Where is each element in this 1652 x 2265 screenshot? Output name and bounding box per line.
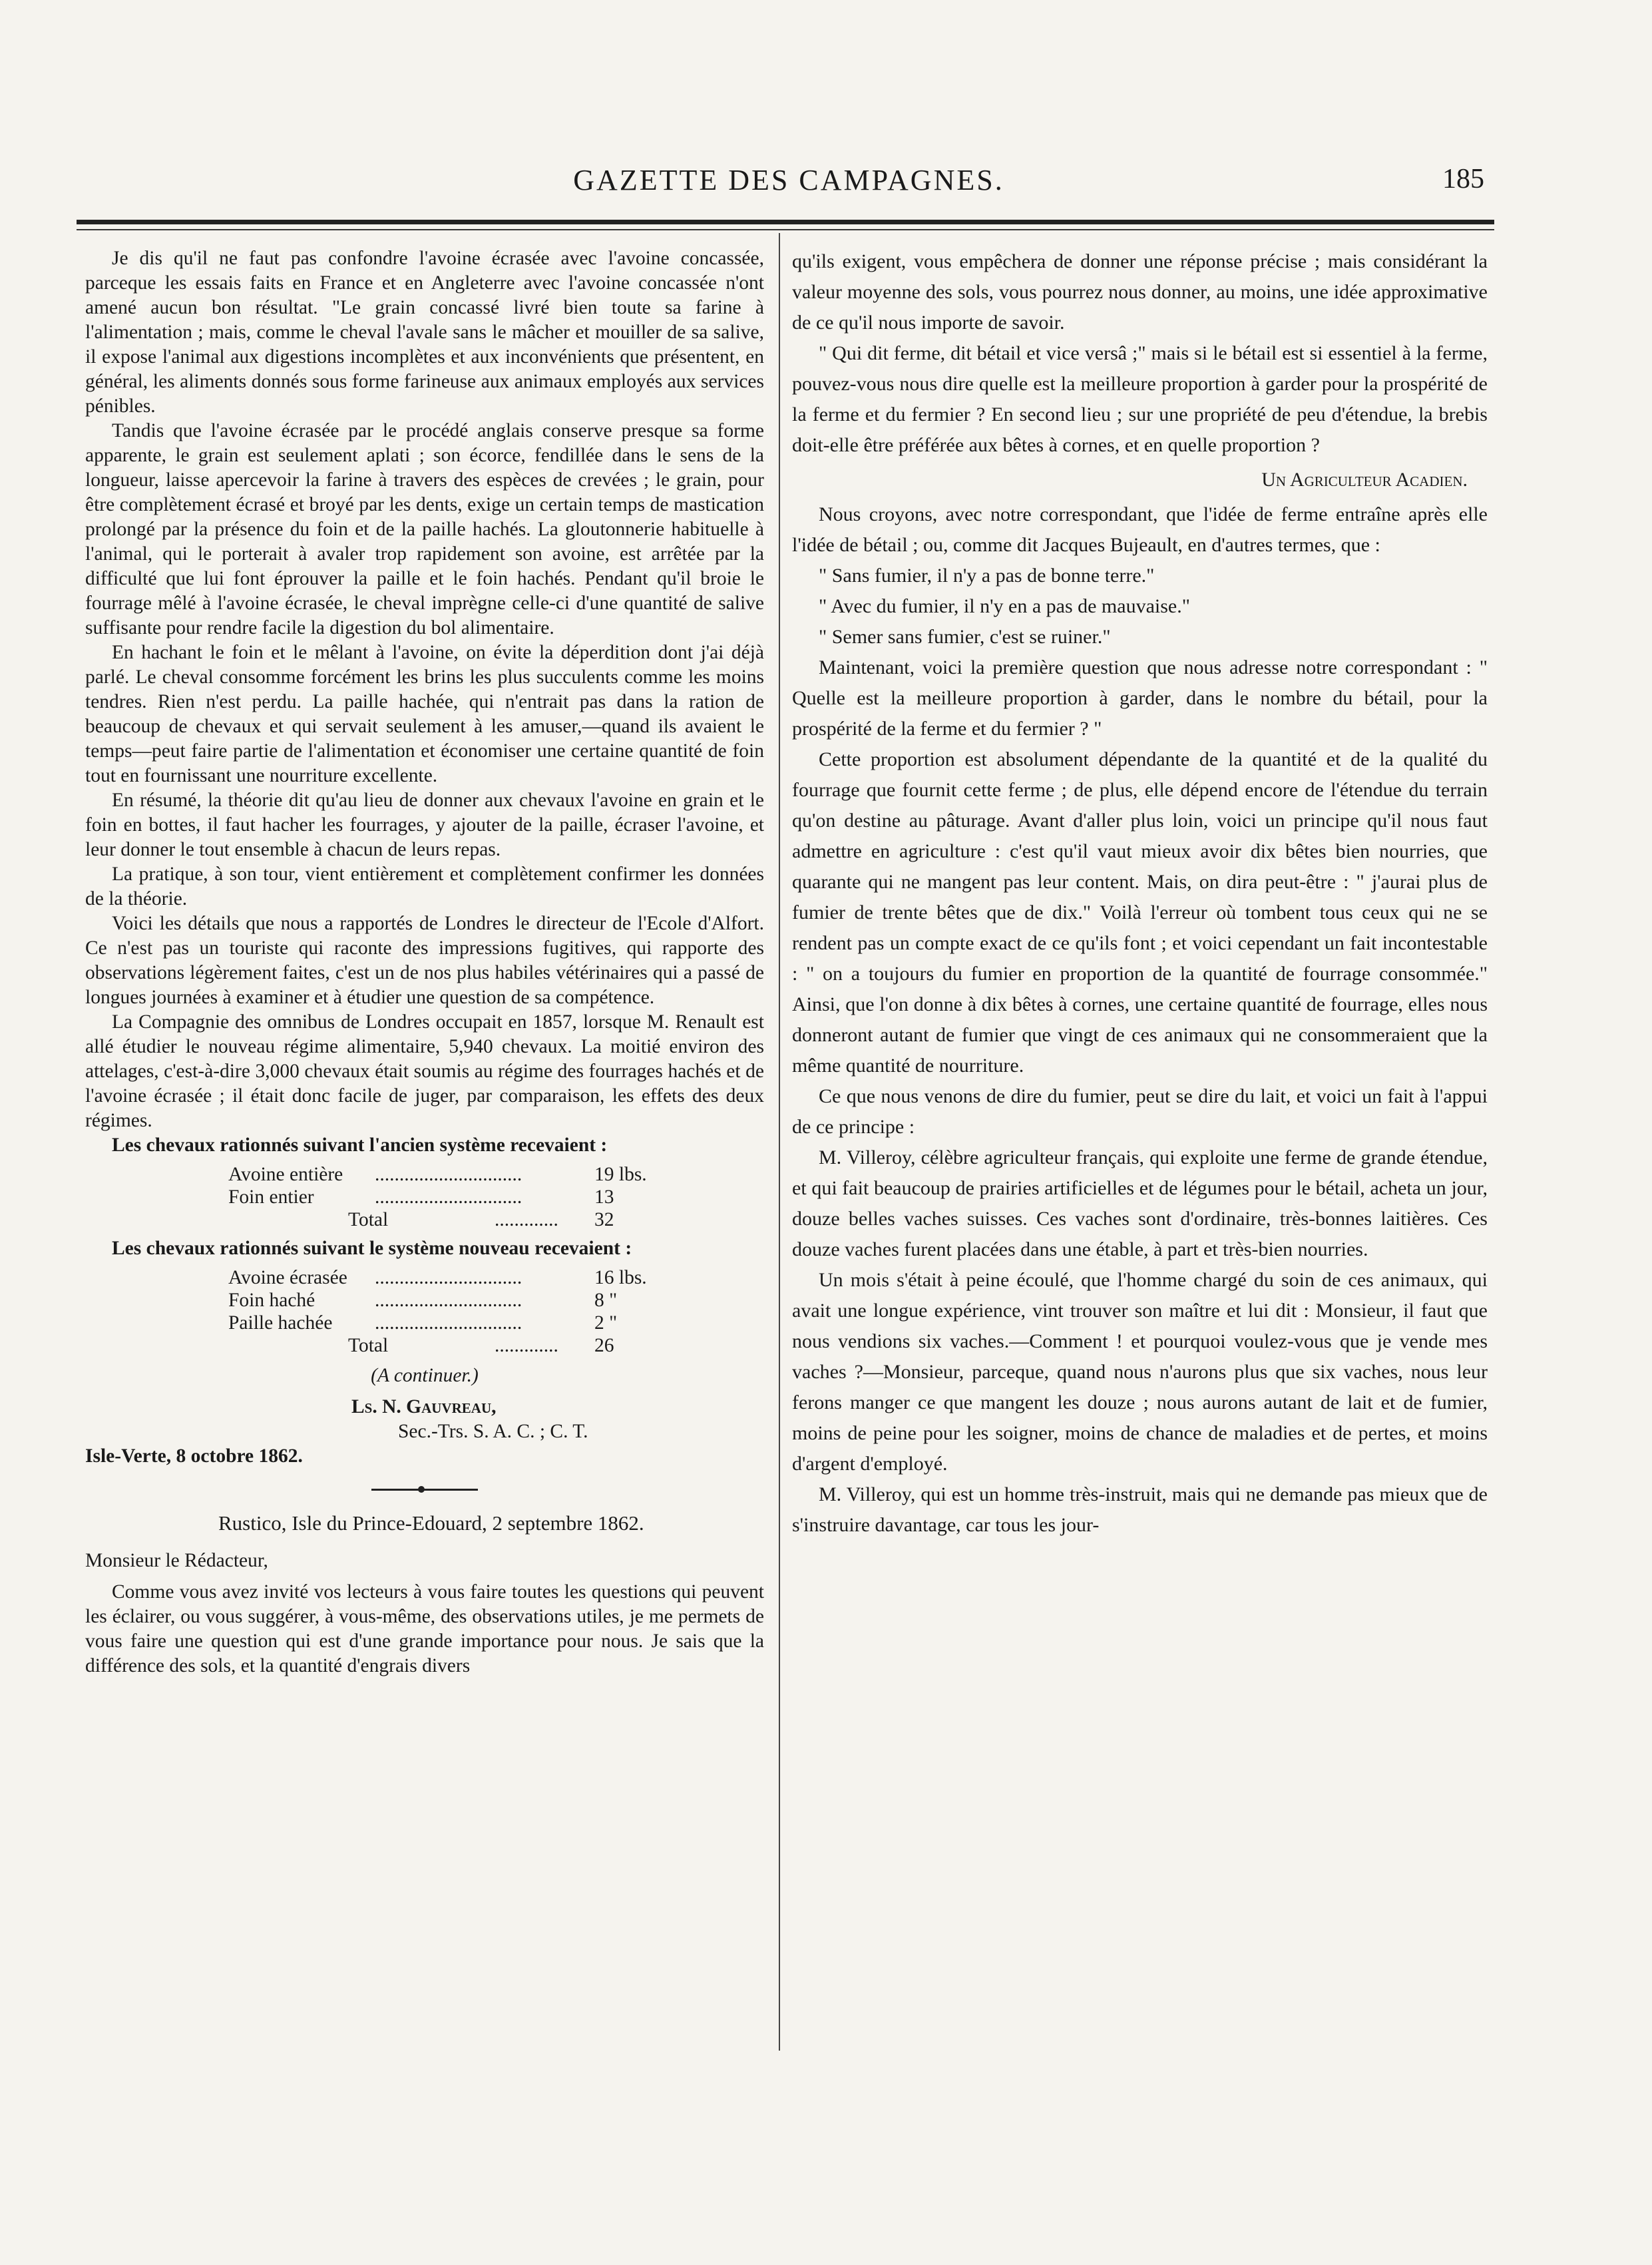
paragraph: La Compagnie des omnibus de Londres occupait en 1857, lorsque M. Renault est allé étudier le nouveau régime alimentaire, 5,940 chevaux. La moitié environ des attelages, c'est-à-dire 3,000 chevaux était soumis au régime des fourrages hachés et de l'avoine écrasée ; il était donc facile de juger, par comparaison, les effets des deux régimes. — [85, 1011, 764, 1131]
paragraph: Comme vous avez invité vos lecteurs à vous faire toutes les questions qui peuvent les éclairer, ou vous suggérer, à vous-même, des observations utiles, je me permets de vous faire une question qui est d'une grande importance pour nous. Je sais que la différence des sols, et la quantité d'engrais divers — [85, 1581, 764, 1676]
ration-table-heading-new: Les chevaux rationnés suivant le système nouveau recevaient : — [112, 1238, 632, 1259]
letter-dateline: Rustico, Isle du Prince-Edouard, 2 septembre 1862. — [218, 1511, 644, 1535]
table-row — [228, 1163, 688, 1186]
total-value: 32 — [594, 1209, 614, 1230]
ration-item-value: 8 " — [594, 1290, 618, 1311]
paragraph: M. Villeroy, qui est un homme très-instruit, mais qui ne demande pas mieux que de s'instruire davantage, car tous les jour- — [792, 1483, 1488, 1536]
paragraph: La pratique, à son tour, vient entièrement et complètement confirmer les données de la théorie. — [85, 864, 764, 909]
header-rule-thick — [77, 220, 1494, 224]
paragraph: M. Villeroy, célèbre agriculteur français, qui exploite une ferme de grande étendue, et qui fait beaucoup de prairies artificielles et de légumes pour le bétail, acheta un jour, douze belles vaches suisses. Ces vaches sont d'ordinaire, très-bonnes laitières. Ces douze vaches furent placées dans une étable, à part et très-bien nourries. — [792, 1146, 1488, 1260]
newspaper-title: GAZETTE DES CAMPAGNES. — [573, 164, 1004, 196]
ration-table-heading-old: Les chevaux rationnés suivant l'ancien système recevaient : — [112, 1134, 608, 1156]
total-label: Total — [348, 1335, 389, 1356]
to-be-continued: (A continuer.) — [371, 1365, 479, 1386]
paragraph: qu'ils exigent, vous empêchera de donner une réponse précise ; mais considérant la valeur moyenne des sols, vous pourrez nous donner, au moins, une idée approximative de ce qu'il nous importe de savoir. — [792, 250, 1488, 334]
leader-dots: ............. — [495, 1335, 558, 1356]
ration-item-name: Foin haché — [228, 1290, 315, 1311]
author-name: Ls. N. Gauvreau, — [351, 1396, 497, 1417]
table-row — [228, 1289, 688, 1312]
quotation: " Avec du fumier, il n'y en a pas de mauvaise." — [819, 595, 1190, 617]
page-number: 185 — [1442, 164, 1484, 194]
total-value: 26 — [594, 1335, 614, 1356]
paragraph: En hachant le foin et le mêlant à l'avoine, on évite la déperdition dont j'ai déjà parlé. Le cheval consomme forcément les brins les plus succulents comme les moins tendres. Rien n'est perdu. La paille hachée, qui n'entrait pas dans la ration de beaucoup de chevaux et qui servait seulement à les amuser,—quand ils avaient le temps—peut faire partie de l'alimentation et économiser une certaine quantité de foin tout en fournissant une nourriture excellente. — [85, 642, 764, 786]
paragraph: Cette proportion est absolument dépendante de la quantité et de la qualité du fourrage que fournit cette ferme ; de plus, elle dépend encore de l'étendue du terrain qu'on destine au pâturage. Avant d'aller plus loin, voici un principe qu'il nous faut admettre en agriculture : c'est qu'il vaut mieux avoir dix bêtes bien nourries, que quarante qui ne mangent pas leur content. Mais, on dira peut-être : " j'aurai plus de fumier de trente bêtes que de dix." Voilà l'erreur où tombent tous ceux qui ne se rendent pas un compte exact de ce qu'ils font ; et voici cependant un fait incontestable : " on a toujours du fumier en proportion de la quantité de fourrage consommée." Ainsi, que l'on donne à dix bêtes à cornes, une certaine quantité de fourrage, elles nous donneront autant de fumier que vingt de ces animaux qui ne consommeraient que la même quantité de nourriture. — [792, 748, 1488, 1077]
table-row — [228, 1186, 688, 1208]
leader-dots: ............. — [495, 1209, 558, 1230]
table-row — [228, 1266, 688, 1289]
table-row — [228, 1312, 688, 1334]
ration-item-value: 13 — [594, 1186, 614, 1208]
table-total-row — [228, 1334, 688, 1357]
paragraph: Ce que nous venons de dire du fumier, peut se dire du lait, et voici un fait à l'appui de ce principe : — [792, 1085, 1488, 1138]
ration-item-name: Paille hachée — [228, 1312, 333, 1334]
paragraph: Je dis qu'il ne faut pas confondre l'avoine écrasée avec l'avoine concassée, parceque les essais faits en France et en Angleterre avec l'avoine concassée n'ont amené aucun bon résultat. "Le grain concassé livré bien toute sa farine à l'alimentation ; mais, comme le cheval l'avale sans le mâcher et mouiller de sa salive, il expose l'animal aux digestions incomplètes et aux inconvénients que présentent, en général, les aliments donnés sous forme farineuse aux animaux employés aux services pénibles. — [85, 248, 764, 417]
paragraph: Un mois s'était à peine écoulé, que l'homme chargé du soin de ces animaux, qui avait une longue expérience, vint trouver son maître et lui dit : Monsieur, il faut que nous vendions six vaches.—Comment ! et pourquoi voulez-vous que je vende mes vaches ?—Monsieur, parceque, quand nous n'aurons plus que six vaches, nous leur ferons manger ce que mangent les douze ; nous aurons autant de lait et de fumier, moins de peine pour les soigner, moins de chance de maladies et de pertes, et moins d'argent d'employé. — [792, 1269, 1488, 1475]
leader-dots: .............................. — [375, 1267, 522, 1288]
total-label: Total — [348, 1209, 389, 1230]
ration-item-name: Avoine entière — [228, 1164, 343, 1185]
letter-signature: Un Agriculteur Acadien. — [1261, 469, 1468, 491]
paragraph: Maintenant, voici la première question que nous adresse notre correspondant : " Quelle est la meilleure proportion à garder, dans le nombre du bétail, pour la prospérité de la ferme et du fermier ? " — [792, 656, 1488, 740]
quotation: " Sans fumier, il n'y a pas de bonne terre." — [819, 565, 1155, 587]
ration-item-value: 19 lbs. — [594, 1164, 647, 1185]
paragraph: Tandis que l'avoine écrasée par le procédé anglais conserve presque sa forme apparente, le grain est seulement aplati ; son écorce, fendillée dans le sens de la longueur, laisse apercevoir la farine à travers des espèces de crevées ; le grain, pour être complètement écrasé et broyé par les dents, exige un certain temps de mastication prolongé par la présence du foin et de la paille hachés. La gloutonnerie habituelle à l'animal, qui le porterait à avaler trop rapidement son avoine, est arrêtée par la difficulté que lui font éprouver la paille et le foin hachés. Pendant qu'il broie le fourrage mêlé à l'avoine écrasée, le cheval imprègne celle-ci d'une quantité de salive suffisante pour rendre facile la digestion du bol alimentaire. — [85, 420, 764, 638]
leader-dots: .............................. — [375, 1164, 522, 1185]
section-separator — [371, 1489, 478, 1491]
quotation: " Semer sans fumier, c'est se ruiner." — [819, 626, 1111, 648]
page-header — [87, 163, 1491, 210]
ration-table-new — [228, 1266, 688, 1357]
ration-item-value: 2 " — [594, 1312, 618, 1334]
leader-dots: .............................. — [375, 1290, 522, 1311]
table-total-row — [228, 1208, 688, 1231]
paragraph: En résumé, la théorie dit qu'au lieu de donner aux chevaux l'avoine en grain et le foin en bottes, il faut hacher les fourrages, y ajouter de la paille, écraser l'avoine, et leur donner le tout ensemble à chacun de leurs repas. — [85, 790, 764, 860]
ration-item-value: 16 lbs. — [594, 1267, 647, 1288]
leader-dots: .............................. — [375, 1312, 522, 1334]
paragraph: Voici les détails que nous a rapportés de Londres le directeur de l'Ecole d'Alfort. Ce n'est pas un touriste qui raconte des impressions fugitives, qui rapporte des observations légèrement faites, c'est un de nos plus habiles vétérinaires qui a passé de longues journées à examiner et à étudier une question de sa compétence. — [85, 913, 764, 1008]
header-rule-thin — [77, 229, 1494, 230]
letter-salutation: Monsieur le Rédacteur, — [85, 1550, 268, 1571]
ration-table-old — [228, 1163, 688, 1231]
left-column — [85, 246, 764, 1678]
column-divider — [779, 233, 780, 2051]
ration-item-name: Foin entier — [228, 1186, 314, 1208]
paragraph: " Qui dit ferme, dit bétail et vice versâ ;" mais si le bétail est si essentiel à la ferme, pouvez-vous nous dire quelle est la meilleure proportion à garder pour la prospérité de la ferme et du fermier ? En second lieu ; sur une propriété de peu d'étendue, la brebis doit-elle être préférée aux bêtes à cornes, et en quelle proportion ? — [792, 342, 1488, 456]
paragraph: Nous croyons, avec notre correspondant, que l'idée de ferme entraîne après elle l'idée de bétail ; ou, comme dit Jacques Bujeault, en d'autres termes, que : — [792, 503, 1488, 556]
ration-item-name: Avoine écrasée — [228, 1267, 347, 1288]
author-place-date: Isle-Verte, 8 octobre 1862. — [85, 1445, 303, 1467]
leader-dots: .............................. — [375, 1186, 522, 1208]
author-title: Sec.-Trs. S. A. C. ; C. T. — [398, 1421, 588, 1442]
right-column — [792, 246, 1488, 1541]
